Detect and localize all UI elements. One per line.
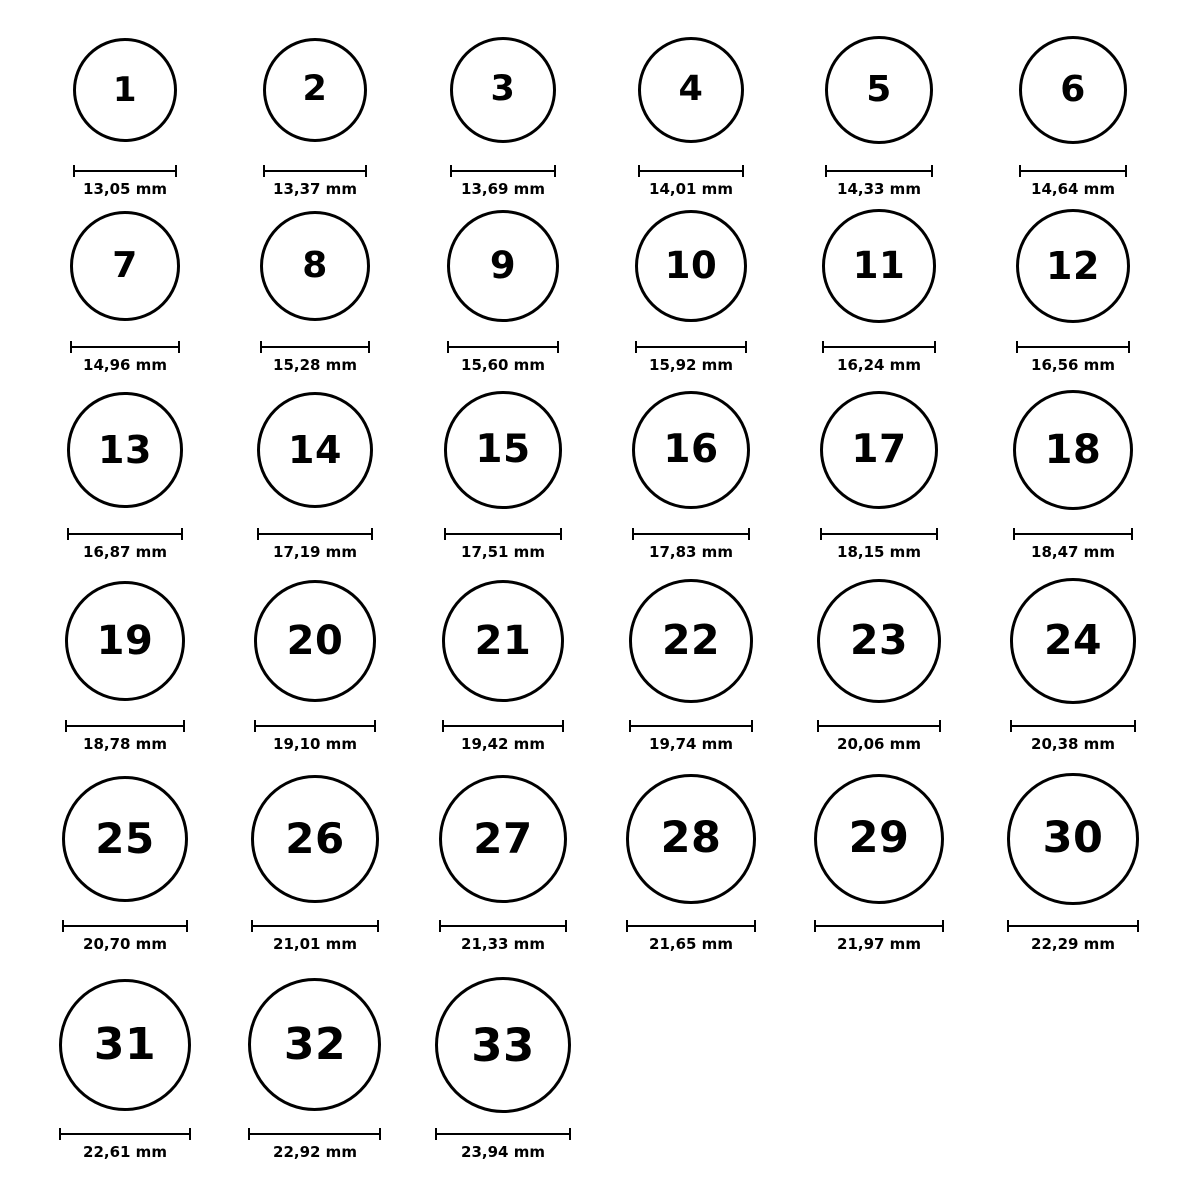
diameter-ruler-icon bbox=[62, 920, 188, 932]
diameter-label: 23,94 mm bbox=[461, 1143, 545, 1161]
diameter-label: 13,69 mm bbox=[461, 180, 545, 198]
ring-measurement bbox=[629, 720, 753, 752]
ring-measurement bbox=[254, 720, 376, 752]
diameter-label: 20,38 mm bbox=[1031, 735, 1115, 753]
diameter-label: 14,96 mm bbox=[83, 356, 167, 374]
diameter-label: 19,42 mm bbox=[461, 735, 545, 753]
diameter-label: 18,15 mm bbox=[837, 543, 921, 561]
ring-size-cell bbox=[254, 580, 376, 702]
diameter-ruler-icon bbox=[442, 720, 565, 732]
ring-size-cell bbox=[257, 392, 373, 508]
diameter-label: 22,29 mm bbox=[1031, 935, 1115, 953]
ring-measurement bbox=[825, 165, 933, 197]
ring-measurement bbox=[447, 341, 558, 373]
ring-circle bbox=[435, 977, 571, 1113]
ring-size-number: 28 bbox=[660, 813, 722, 864]
diameter-label: 15,28 mm bbox=[273, 356, 357, 374]
diameter-label: 13,05 mm bbox=[83, 180, 167, 198]
ring-size-number: 30 bbox=[1042, 813, 1104, 864]
diameter-ruler-icon bbox=[257, 528, 373, 540]
diameter-label: 15,92 mm bbox=[649, 356, 733, 374]
ring-circle bbox=[820, 391, 939, 510]
ring-circle bbox=[59, 979, 191, 1111]
diameter-ruler-icon bbox=[70, 341, 180, 353]
ring-size-cell bbox=[635, 210, 747, 322]
ring-measurement bbox=[635, 341, 747, 373]
ring-size-number: 11 bbox=[852, 244, 906, 288]
ring-circle bbox=[263, 38, 368, 143]
diameter-ruler-icon bbox=[439, 920, 567, 932]
ring-measurement bbox=[439, 920, 567, 952]
diameter-ruler-icon bbox=[444, 528, 561, 540]
ring-size-number: 22 bbox=[661, 616, 721, 665]
diameter-label: 17,19 mm bbox=[273, 543, 357, 561]
ring-size-number: 17 bbox=[851, 427, 907, 473]
diameter-ruler-icon bbox=[814, 920, 944, 932]
ring-size-number: 31 bbox=[93, 1018, 157, 1070]
ring-size-number: 26 bbox=[285, 813, 345, 863]
ring-size-cell bbox=[1013, 390, 1133, 510]
ring-circle bbox=[822, 209, 935, 322]
ring-measurement bbox=[263, 165, 368, 197]
ring-size-number: 10 bbox=[664, 244, 718, 288]
ring-size-number: 9 bbox=[489, 244, 517, 288]
ring-measurement bbox=[65, 720, 186, 752]
diameter-ruler-icon bbox=[635, 341, 747, 353]
ring-size-cell bbox=[817, 579, 942, 704]
diameter-ruler-icon bbox=[825, 165, 933, 177]
ring-size-cell bbox=[442, 580, 565, 703]
diameter-ruler-icon bbox=[1010, 720, 1136, 732]
ring-size-cell bbox=[435, 977, 571, 1113]
diameter-label: 18,78 mm bbox=[83, 735, 167, 753]
ring-size-cell bbox=[263, 38, 368, 143]
ring-circle bbox=[254, 580, 376, 702]
ring-circle bbox=[257, 392, 373, 508]
ring-size-cell bbox=[260, 211, 371, 322]
ring-size-number: 24 bbox=[1043, 616, 1103, 665]
diameter-label: 17,51 mm bbox=[461, 543, 545, 561]
diameter-ruler-icon bbox=[626, 920, 755, 932]
ring-size-number: 32 bbox=[283, 1018, 347, 1070]
ring-size-cell bbox=[67, 392, 182, 507]
ring-size-cell bbox=[1007, 773, 1138, 904]
ring-size-number: 4 bbox=[678, 69, 704, 110]
ring-measurement bbox=[1016, 341, 1130, 373]
ring-size-cell bbox=[820, 391, 939, 510]
ring-size-number: 29 bbox=[848, 813, 910, 864]
ring-measurement bbox=[820, 528, 939, 560]
diameter-label: 21,65 mm bbox=[649, 935, 733, 953]
ring-size-number: 27 bbox=[473, 813, 533, 863]
ring-measurement bbox=[73, 165, 177, 197]
ring-circle bbox=[439, 775, 567, 903]
diameter-label: 19,10 mm bbox=[273, 735, 357, 753]
diameter-label: 16,56 mm bbox=[1031, 356, 1115, 374]
ring-circle bbox=[70, 211, 180, 321]
ring-circle bbox=[62, 776, 188, 902]
ring-size-cell bbox=[251, 775, 378, 902]
ring-size-cell bbox=[59, 979, 191, 1111]
ring-measurement bbox=[1019, 165, 1128, 197]
diameter-label: 14,01 mm bbox=[649, 180, 733, 198]
ring-measurement bbox=[251, 920, 378, 952]
diameter-label: 21,01 mm bbox=[273, 935, 357, 953]
diameter-label: 16,87 mm bbox=[83, 543, 167, 561]
ring-measurement bbox=[632, 528, 750, 560]
diameter-label: 20,06 mm bbox=[837, 735, 921, 753]
ring-measurement bbox=[444, 528, 561, 560]
diameter-ruler-icon bbox=[254, 720, 376, 732]
diameter-ruler-icon bbox=[817, 720, 942, 732]
diameter-ruler-icon bbox=[450, 165, 556, 177]
ring-size-number: 16 bbox=[663, 427, 719, 473]
ring-measurement bbox=[1007, 920, 1138, 952]
diameter-label: 19,74 mm bbox=[649, 735, 733, 753]
ring-circle bbox=[73, 38, 177, 142]
ring-circle bbox=[248, 978, 381, 1111]
ring-measurement bbox=[248, 1128, 381, 1160]
ring-circle bbox=[1019, 36, 1128, 145]
diameter-label: 22,61 mm bbox=[83, 1143, 167, 1161]
ring-size-cell bbox=[814, 774, 944, 904]
ring-size-number: 21 bbox=[474, 617, 532, 664]
diameter-ruler-icon bbox=[447, 341, 558, 353]
diameter-ruler-icon bbox=[1013, 528, 1133, 540]
diameter-ruler-icon bbox=[251, 920, 378, 932]
ring-circle bbox=[67, 392, 182, 507]
diameter-label: 17,83 mm bbox=[649, 543, 733, 561]
diameter-label: 13,37 mm bbox=[273, 180, 357, 198]
ring-size-number: 8 bbox=[302, 244, 328, 286]
ring-circle bbox=[814, 774, 944, 904]
ring-circle bbox=[626, 774, 755, 903]
ring-size-cell bbox=[70, 211, 180, 321]
diameter-ruler-icon bbox=[67, 528, 182, 540]
ring-size-cell bbox=[439, 775, 567, 903]
ring-measurement bbox=[442, 720, 565, 752]
ring-circle bbox=[825, 36, 933, 144]
ring-measurement bbox=[62, 920, 188, 952]
ring-size-cell bbox=[825, 36, 933, 144]
diameter-label: 21,33 mm bbox=[461, 935, 545, 953]
ring-circle bbox=[1007, 773, 1138, 904]
diameter-label: 14,33 mm bbox=[837, 180, 921, 198]
ring-circle bbox=[260, 211, 371, 322]
ring-circle bbox=[635, 210, 747, 322]
ring-measurement bbox=[822, 341, 935, 373]
diameter-label: 20,70 mm bbox=[83, 935, 167, 953]
diameter-ruler-icon bbox=[820, 528, 939, 540]
diameter-ruler-icon bbox=[822, 341, 935, 353]
diameter-ruler-icon bbox=[1016, 341, 1130, 353]
ring-size-number: 1 bbox=[112, 70, 138, 110]
ring-measurement bbox=[1010, 720, 1136, 752]
ring-size-cell bbox=[632, 391, 750, 509]
diameter-ruler-icon bbox=[248, 1128, 381, 1140]
ring-circle bbox=[629, 579, 753, 703]
ring-size-cell bbox=[450, 37, 556, 143]
diameter-ruler-icon bbox=[435, 1128, 571, 1140]
diameter-ruler-icon bbox=[263, 165, 368, 177]
ring-circle bbox=[251, 775, 378, 902]
ring-size-number: 2 bbox=[302, 69, 328, 110]
ring-size-cell bbox=[1019, 36, 1128, 145]
diameter-label: 21,97 mm bbox=[837, 935, 921, 953]
ring-size-number: 13 bbox=[98, 427, 152, 472]
ring-size-cell bbox=[73, 38, 177, 142]
ring-measurement bbox=[67, 528, 182, 560]
ring-size-number: 5 bbox=[866, 68, 892, 110]
diameter-ruler-icon bbox=[629, 720, 753, 732]
ring-size-cell bbox=[444, 391, 561, 508]
ring-size-cell bbox=[822, 209, 935, 322]
ring-size-number: 14 bbox=[288, 427, 342, 472]
ring-size-number: 25 bbox=[95, 813, 155, 863]
diameter-ruler-icon bbox=[260, 341, 371, 353]
diameter-ruler-icon bbox=[73, 165, 177, 177]
diameter-ruler-icon bbox=[638, 165, 745, 177]
diameter-label: 14,64 mm bbox=[1031, 180, 1115, 198]
ring-size-cell bbox=[1010, 578, 1136, 704]
ring-size-cell bbox=[62, 776, 188, 902]
diameter-ruler-icon bbox=[65, 720, 186, 732]
ring-size-cell bbox=[447, 210, 558, 321]
ring-circle bbox=[444, 391, 561, 508]
ring-size-number: 19 bbox=[96, 617, 154, 664]
diameter-label: 15,60 mm bbox=[461, 356, 545, 374]
diameter-ruler-icon bbox=[1007, 920, 1138, 932]
ring-circle bbox=[817, 579, 942, 704]
ring-size-cell bbox=[248, 978, 381, 1111]
diameter-label: 16,24 mm bbox=[837, 356, 921, 374]
ring-circle bbox=[442, 580, 565, 703]
ring-measurement bbox=[260, 341, 371, 373]
ring-circle bbox=[1016, 209, 1130, 323]
ring-measurement bbox=[450, 165, 556, 197]
ring-measurement bbox=[626, 920, 755, 952]
ring-circle bbox=[632, 391, 750, 509]
ring-measurement bbox=[638, 165, 745, 197]
ring-circle bbox=[65, 581, 186, 702]
ring-circle bbox=[450, 37, 556, 143]
diameter-ruler-icon bbox=[1019, 165, 1128, 177]
ring-size-number: 33 bbox=[471, 1018, 535, 1072]
ring-circle bbox=[638, 37, 745, 144]
ring-size-number: 18 bbox=[1044, 426, 1102, 473]
diameter-ruler-icon bbox=[632, 528, 750, 540]
ring-measurement bbox=[435, 1128, 571, 1160]
ring-measurement bbox=[814, 920, 944, 952]
ring-measurement bbox=[817, 720, 942, 752]
ring-measurement bbox=[70, 341, 180, 373]
ring-size-cell bbox=[629, 579, 753, 703]
ring-size-cell bbox=[1016, 209, 1130, 323]
ring-size-cell bbox=[638, 37, 745, 144]
ring-circle bbox=[1013, 390, 1133, 510]
ring-size-number: 3 bbox=[490, 69, 516, 110]
ring-size-number: 15 bbox=[475, 427, 531, 473]
diameter-label: 22,92 mm bbox=[273, 1143, 357, 1161]
ring-size-number: 20 bbox=[286, 617, 344, 664]
ring-measurement bbox=[257, 528, 373, 560]
diameter-label: 18,47 mm bbox=[1031, 543, 1115, 561]
ring-size-number: 12 bbox=[1046, 243, 1100, 288]
ring-size-cell bbox=[626, 774, 755, 903]
diameter-ruler-icon bbox=[59, 1128, 191, 1140]
ring-size-number: 23 bbox=[849, 616, 909, 665]
ring-size-number: 6 bbox=[1060, 68, 1086, 110]
ring-size-cell bbox=[65, 581, 186, 702]
ring-measurement bbox=[59, 1128, 191, 1160]
ring-circle bbox=[1010, 578, 1136, 704]
ring-measurement bbox=[1013, 528, 1133, 560]
ring-circle bbox=[447, 210, 558, 321]
ring-size-number: 7 bbox=[112, 244, 138, 286]
